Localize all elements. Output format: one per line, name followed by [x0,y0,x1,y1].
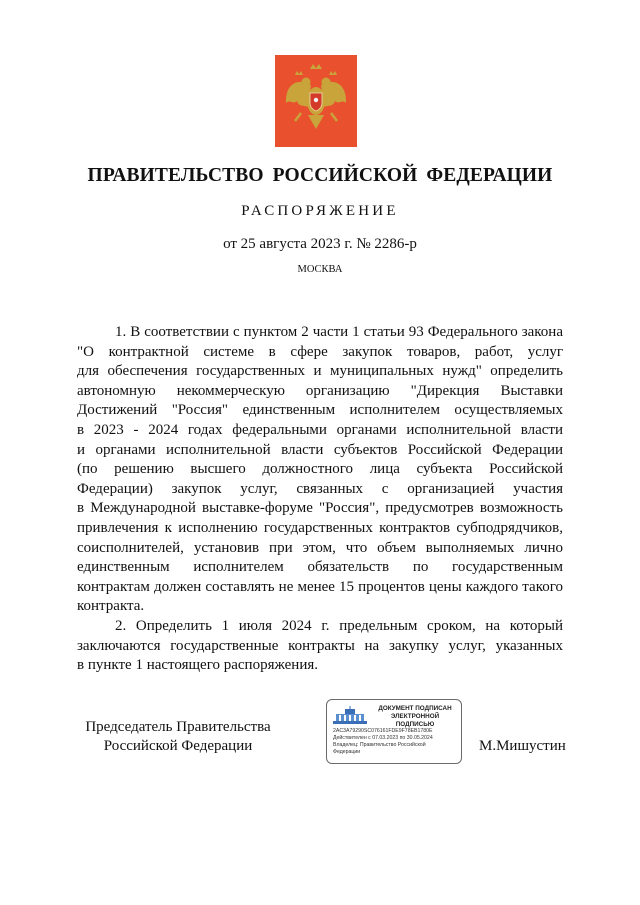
paragraph-line: контракта. [77,598,145,615]
paragraph-line: единственным исполнителем обязательств по государственным [77,559,563,576]
signatory-position [78,718,278,756]
electronic-signature-stamp [326,699,462,764]
paragraph-line: и органами исполнительной власти субъектов Российской Федерации [77,441,563,458]
paragraph-line: в пункте 1 настоящего распоряжения. [77,657,319,674]
document-type: РАСПОРЯЖЕНИЕ [241,203,399,219]
signatory-name: М.Мишустин [479,738,566,754]
signature-details [333,728,457,756]
paragraph-line: Достижений "Россия" единственным исполнителем осуществляемых [77,402,563,419]
paragraph-line: Федерации) закупок услуг, связанных с организацией участия [77,480,563,497]
signature-heading-line: ДОКУМЕНТ ПОДПИСАН [378,705,452,712]
certificate-owner: Владелец: Правительство Российской [333,742,426,748]
paragraph-line: автономную некоммерческую организацию "Дирекция Выставки [77,382,563,399]
signature-heading [371,705,459,729]
paragraph-line: для обеспечения государственных и муниципальных нужд" определить [77,363,563,380]
coat-of-arms-icon [275,55,357,147]
document-date-number: от 25 августа 2023 г. № 2286-р [223,236,417,252]
paragraph-1 [77,323,563,617]
paragraph-line: 1. В соответствии с пунктом 2 части 1 статьи 93 Федерального закона [115,324,563,340]
paragraph-line: заключаются государственные контракты на закупку услуг, указанных [77,637,563,654]
certificate-validity: Действителен с 07.03.2023 по 30.05.2024 [333,735,433,741]
paragraph-line: в Международной выставке-форуме "Россия", предусмотрев возможность [77,500,563,517]
document-body [77,323,563,676]
signatory-position-line: Председатель Правительства [85,719,271,735]
certificate-number: 2AC3A79290SC076161FDE9F78EB1780E [333,728,433,734]
paragraph-line: контрактам должен составлять не менее 15 процентов цены каждого такого [77,578,563,595]
paragraph-line: "О контрактной системе в сфере закупок товаров, работ, услуг [77,343,563,360]
signature-heading-line: ЭЛЕКТРОННОЙ ПОДПИСЬЮ [390,713,440,728]
paragraph-2 [77,617,563,676]
paragraph-line: (по решению высшего должностного лица субъекта Российской [77,461,563,478]
government-building-icon [333,706,367,729]
paragraph-line: 2. Определить 1 июля 2024 г. предельным сроком, на который [115,617,563,634]
signatory-position-line: Российской Федерации [103,738,253,754]
paragraph-line: соисполнителей, установив при этом, что объем выполняемых лично [77,539,563,556]
paragraph-line: в 2023 - 2024 годах федеральными органами исполнительной власти [77,421,563,438]
paragraph-line: привлечения к исполнению государственных контрактов субподрядчиков, [77,519,563,536]
government-title: ПРАВИТЕЛЬСТВО РОССИЙСКОЙ ФЕДЕРАЦИИ [87,165,553,186]
document-city: МОСКВА [297,264,343,275]
certificate-owner: Федерации [333,749,361,755]
